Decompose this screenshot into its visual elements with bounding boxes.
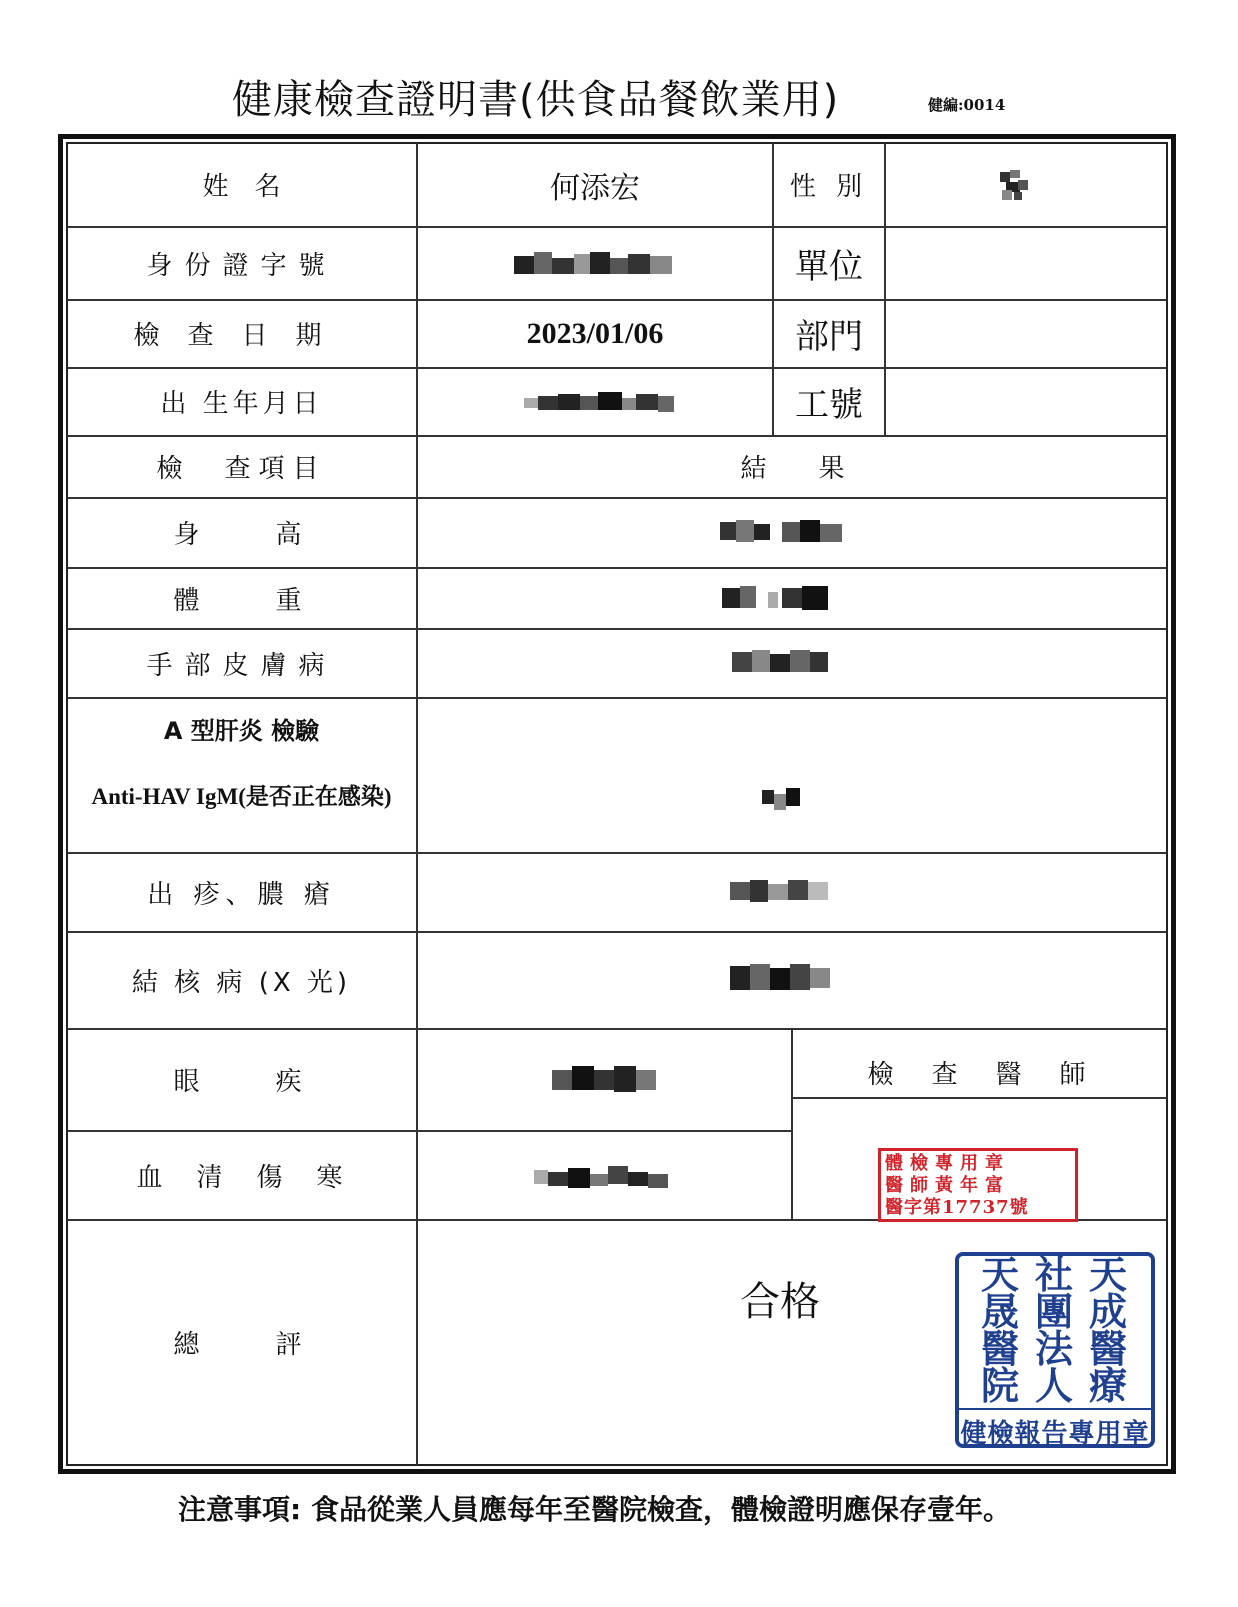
hospital-seal-row: 院人療: [980, 1363, 1143, 1408]
redacted-gender: [996, 166, 1036, 206]
hepatitis-a-label: A 型肝炎 檢驗: [163, 716, 320, 745]
exam-date-label: 檢查日期: [133, 321, 350, 351]
doctor-seal-line: 醫師黃年富: [885, 1175, 1010, 1196]
hand-skin-label: 手部皮膚病: [146, 650, 337, 681]
serial-number: 健編:0014: [928, 96, 1006, 114]
rash-label: 出 疹、膿 瘡: [147, 879, 336, 910]
summary-label: 總 評: [173, 1330, 310, 1360]
name-value: 何添宏: [550, 170, 640, 206]
hospital-seal-stamp: [955, 1252, 1155, 1448]
gender-label: 性 別: [789, 172, 869, 202]
anti-hav-label: Anti-HAV IgM(是否正在感染): [91, 783, 392, 809]
weight-label: 體 重: [173, 585, 310, 616]
birth-date-label: 出 生年月日: [160, 389, 323, 419]
doctor-seal-stamp: [878, 1148, 1078, 1222]
redacted-typhoid-result: [534, 1162, 672, 1194]
results-header: 結 果: [740, 454, 845, 484]
redacted-rash-result: [730, 874, 834, 910]
hospital-seal-row: 天社天: [980, 1252, 1143, 1297]
summary-verdict: 合格: [740, 1278, 820, 1325]
document-title: 健康檢查證明書(供食品餐飲業用): [232, 77, 840, 123]
hospital-seal-caption: 健檢報告專用章: [959, 1408, 1151, 1450]
employee-no-label: 工號: [795, 385, 863, 425]
eye-disease-label: 眼 疾: [173, 1067, 310, 1097]
exam-date-value: 2023/01/06: [526, 316, 664, 350]
id-number-label: 身份證字號: [146, 250, 337, 281]
redacted-hav-result: [760, 784, 804, 816]
doctor-seal-line: 醫字第17737號: [885, 1197, 1029, 1218]
redacted-height: [720, 516, 848, 550]
doctor-seal-line: 體檢專用章: [885, 1153, 1010, 1174]
col-divider: [884, 143, 886, 436]
name-label: 姓 名: [202, 172, 281, 202]
redacted-tb-result: [730, 960, 834, 1000]
unit-label: 單位: [795, 246, 863, 287]
redacted-skin-result: [732, 646, 832, 680]
hospital-seal-row: 醫法醫: [980, 1326, 1143, 1371]
hospital-seal-row: 晟團成: [980, 1289, 1143, 1334]
redacted-weight: [722, 582, 834, 618]
redacted-birth-date: [524, 388, 676, 418]
row-divider: [792, 1097, 1167, 1099]
department-label: 部門: [795, 317, 863, 357]
tuberculosis-label: 結 核 病 (X 光): [131, 967, 352, 998]
exam-items-header: 檢 查項目: [156, 454, 327, 484]
redacted-id-number: [514, 248, 678, 282]
redacted-eye-result: [552, 1060, 660, 1100]
typhoid-label: 血 清 傷 寒: [136, 1162, 347, 1193]
height-label: 身 高: [173, 520, 310, 550]
footer-note: 注意事項: 食品從業人員應每年至醫院檢查，體檢證明應保存壹年。: [178, 1493, 1011, 1526]
examining-doctor-label: 檢 查 醫 師: [867, 1059, 1092, 1090]
row-divider: [67, 697, 1167, 699]
